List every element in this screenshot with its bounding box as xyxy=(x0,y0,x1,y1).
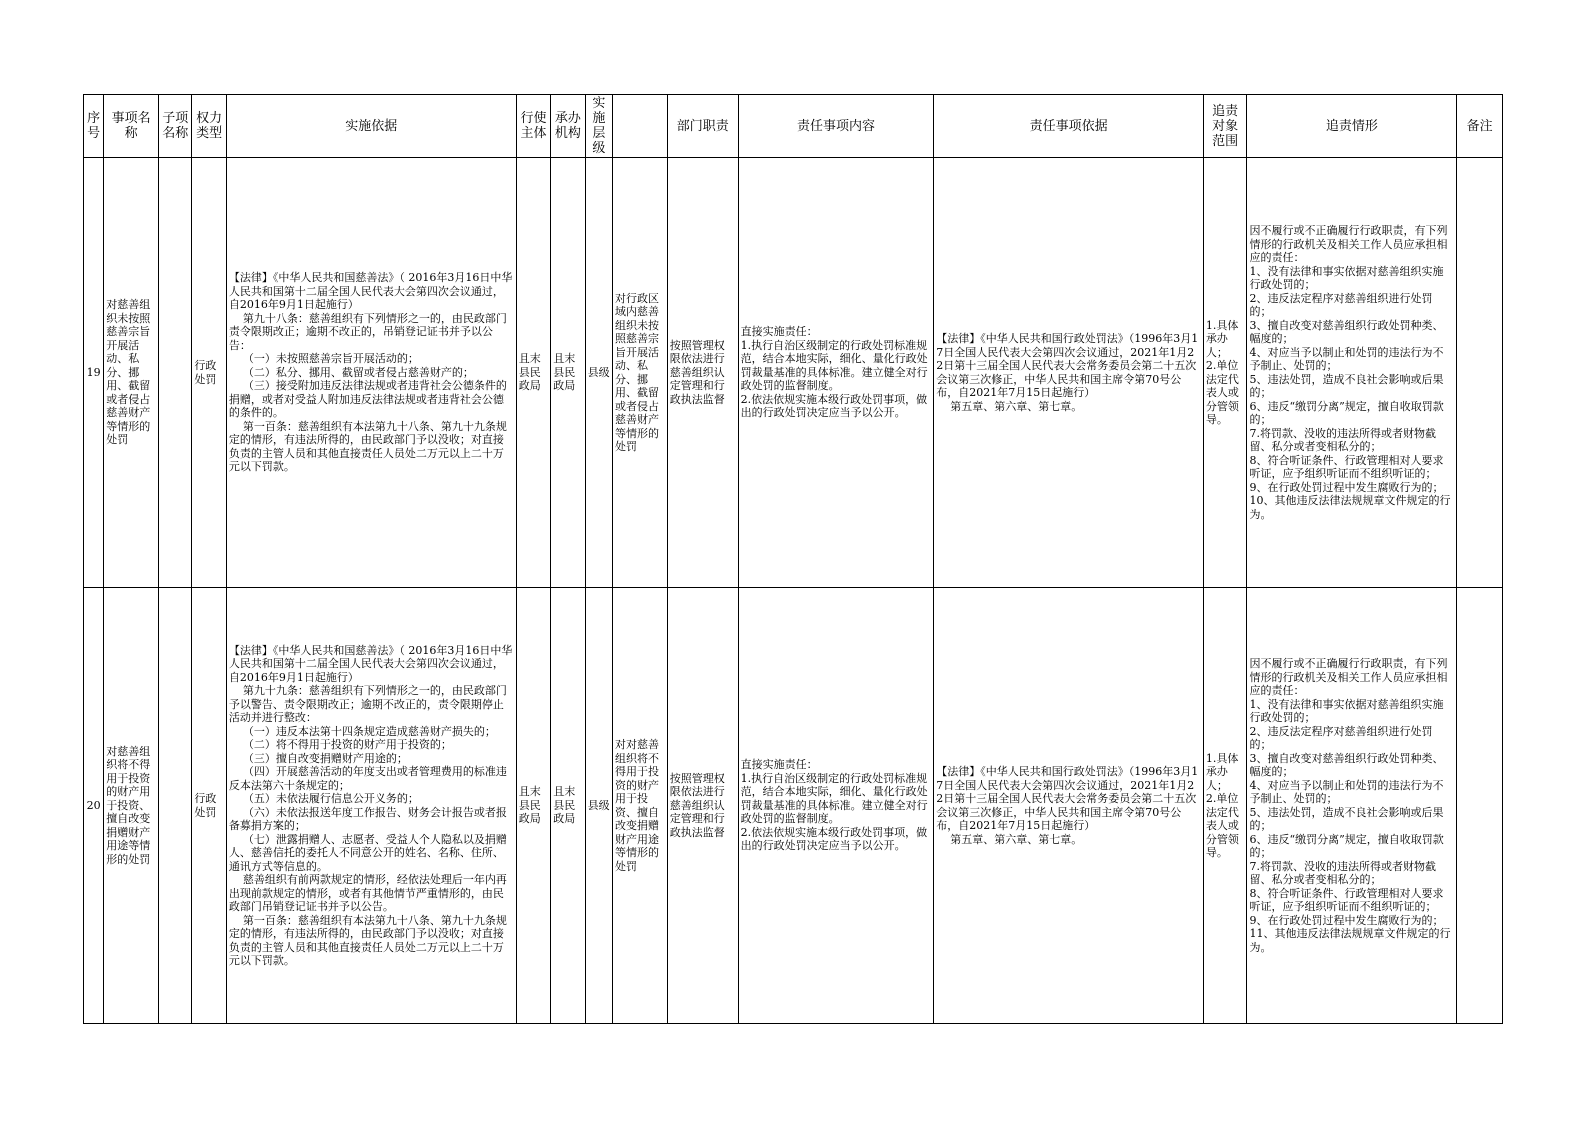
header-level: 实施层级 xyxy=(585,95,612,158)
cell-agency: 且末县民政局 xyxy=(551,158,585,588)
cell-agency: 且末县民政局 xyxy=(551,588,585,1024)
cell-scope: 1.具体承办人； 2.单位法定代表人或分管领导。 xyxy=(1203,588,1247,1024)
header-item-name: 事项名称 xyxy=(104,95,159,158)
header-seq: 序号 xyxy=(84,95,104,158)
cell-subject: 且末县民政局 xyxy=(516,158,550,588)
cell-item-name: 对慈善组织未按照慈善宗旨开展活动、私分、挪用、截留或者侵占慈善财产等情形的处罚 xyxy=(104,158,159,588)
header-situations: 追责情形 xyxy=(1247,95,1457,158)
cell-situations: 因不履行或不正确履行行政职责，有下列情形的行政机关及相关工作人员应承担相应的责任： 1、没有法律和事实依据对慈善组织实施行政处罚的； 2、违反法定程序对慈善组织进行处罚的； 3、擅自改变对慈善组织行政处罚种类、幅度的； 4、对应当予以制止和处罚的违法行为不予制止、处罚的； 5、违法处罚，造成不良社会影响或后果的； 6、违反“缴罚分离”规定，擅自收取罚款的； 7.将罚款、没收的违法所得或者财物截留、私分或者变相私分的； 8、符合听证条件、行政管理相对人要求听证，应予组织听证而不组织听证的； 9、在行政处罚过程中发生腐败行为的； 11、其他违反法律法规规章文件规定的行为。 xyxy=(1247,588,1457,1024)
header-basis: 实施依据 xyxy=(226,95,516,158)
cell-resp-content: 直接实施责任： 1.执行自治区级制定的行政处罚标准规范，结合本地实际，细化、量化行政处罚裁量基准的具体标准。建立健全对行政处罚的监督制度。 2.依法依规实施本级行政处罚事项，做出的行政处罚决定应当予以公开。 xyxy=(738,588,934,1024)
cell-sub-item xyxy=(158,158,191,588)
header-power-type: 权力类型 xyxy=(192,95,226,158)
cell-resp-basis: 【法律】《中华人民共和国行政处罚法》（1996年3月17日全国人民代表大会第四次会议通过，2021年1月22日第十三届全国人民代表大会常务委员会第二十五次会议第三次修正，中华人民共和国主席令第70号公布，自2021年7月15日起施行） 第五章、第六章、第七章。 xyxy=(934,588,1204,1024)
header-row xyxy=(84,95,1503,158)
cell-dept-duty: 按照管理权限依法进行慈善组织认定管理和行政执法监督 xyxy=(667,588,738,1024)
cell-resp-basis: 【法律】《中华人民共和国行政处罚法》（1996年3月17日全国人民代表大会第四次会议通过，2021年1月22日第十三届全国人民代表大会常务委员会第二十五次会议第三次修正，中华人民共和国主席令第70号公布，自2021年7月15日起施行） 第五章、第六章、第七章。 xyxy=(934,158,1204,588)
cell-dept-duty: 按照管理权限依法进行慈善组织认定管理和行政执法监督 xyxy=(667,158,738,588)
cell-remark xyxy=(1457,158,1503,588)
responsibility-table xyxy=(83,94,1503,1024)
cell-basis: 【法律】《中华人民共和国慈善法》（ 2016年3月16日中华人民共和国第十二届全国人民代表大会第四次会议通过，自2016年9月1日起施行） 第九十八条：慈善组织有下列情形之一的，由民政部门责令限期改正；逾期不改正的，吊销登记证书并予以公告： （一）未按照慈善宗旨开展活动的； （二）私分、挪用、截留或者侵占慈善财产的； （三）接受附加违反法律法规或者违背社会公德条件的捐赠，或者对受益人附加违反法律法规或者违背社会公德的条件的。 第一百条：慈善组织有本法第九十八条、第九十九条规定的情形，有违法所得的，由民政部门予以没收；对直接负责的主管人员和其他直接责任人员处二万元以上二十万元以下罚款。 xyxy=(226,158,516,588)
header-sub-item: 子项名称 xyxy=(158,95,191,158)
header-subject: 行使主体 xyxy=(516,95,550,158)
cell-seq: 19 xyxy=(84,158,104,588)
header-scope: 追责对象范围 xyxy=(1203,95,1247,158)
cell-basis: 【法律】《中华人民共和国慈善法》（ 2016年3月16日中华人民共和国第十二届全国人民代表大会第四次会议通过，自2016年9月1日起施行） 第九十九条：慈善组织有下列情形之一的，由民政部门予以警告、责令限期改正；逾期不改正的，责令限期停止活动并进行整改： （一）违反本法第十四条规定造成慈善财产损失的； （二）将不得用于投资的财产用于投资的； （三）擅自改变捐赠财产用途的； （四）开展慈善活动的年度支出或者管理费用的标准违反本法第六十条规定的； （五）未依法履行信息公开义务的； （六）未依法报送年度工作报告、财务会计报告或者报备募捐方案的； （七）泄露捐赠人、志愿者、受益人个人隐私以及捐赠人、慈善信托的委托人不同意公开的姓名、名称、住所、通讯方式等信息的。 慈善组织有前两款规定的情形，经依法处理后一年内再出现前款规定的情形，或者有其他情节严重情形的，由民政部门吊销登记证书并予以公告。 第一百条：慈善组织有本法第九十八条、第九十九条规定的情形，有违法所得的，由民政部门予以没收；对直接负责的主管人员和其他直接责任人员处二万元以上二十万元以下罚款。 xyxy=(226,588,516,1024)
table-row xyxy=(84,158,1503,588)
cell-level: 县级 xyxy=(585,588,612,1024)
table-row xyxy=(84,588,1503,1024)
cell-power-type: 行政处罚 xyxy=(192,588,226,1024)
cell-resp-content: 直接实施责任： 1.执行自治区级制定的行政处罚标准规范，结合本地实际，细化、量化行政处罚裁量基准的具体标准。建立健全对行政处罚的监督制度。 2.依法依规实施本级行政处罚事项，做出的行政处罚决定应当予以公开。 xyxy=(738,158,934,588)
header-resp-content: 责任事项内容 xyxy=(738,95,934,158)
header-dept-duty: 部门职责 xyxy=(667,95,738,158)
cell-subject: 且末县民政局 xyxy=(516,588,550,1024)
cell-seq: 20 xyxy=(84,588,104,1024)
header-remark: 备注 xyxy=(1457,95,1503,158)
header-agency: 承办机构 xyxy=(551,95,585,158)
cell-power-type: 行政处罚 xyxy=(192,158,226,588)
cell-scope-desc: 对对慈善组织将不得用于投资的财产用于投资、擅自改变捐赠财产用途等情形的处罚 xyxy=(613,588,668,1024)
cell-item-name: 对慈善组织将不得用于投资的财产用于投资、擅自改变捐赠财产用途等情形的处罚 xyxy=(104,588,159,1024)
header-blank xyxy=(613,95,668,158)
header-resp-basis: 责任事项依据 xyxy=(934,95,1204,158)
cell-remark xyxy=(1457,588,1503,1024)
cell-situations: 因不履行或不正确履行行政职责，有下列情形的行政机关及相关工作人员应承担相应的责任： 1、没有法律和事实依据对慈善组织实施行政处罚的； 2、违反法定程序对慈善组织进行处罚的； 3、擅自改变对慈善组织行政处罚种类、幅度的； 4、对应当予以制止和处罚的违法行为不予制止、处罚的； 5、违法处罚，造成不良社会影响或后果的； 6、违反“缴罚分离”规定，擅自收取罚款的； 7.将罚款、没收的违法所得或者财物截留、私分或者变相私分的； 8、符合听证条件、行政管理相对人要求听证，应予组织听证而不组织听证的； 9、在行政处罚过程中发生腐败行为的； 10、其他违反法律法规规章文件规定的行为。 xyxy=(1247,158,1457,588)
cell-level: 县级 xyxy=(585,158,612,588)
cell-sub-item xyxy=(158,588,191,1024)
cell-scope: 1.具体承办人； 2.单位法定代表人或分管领导。 xyxy=(1203,158,1247,588)
cell-scope-desc: 对行政区域内慈善组织未按照慈善宗旨开展活动、私分、挪用、截留或者侵占慈善财产等情形的处罚 xyxy=(613,158,668,588)
